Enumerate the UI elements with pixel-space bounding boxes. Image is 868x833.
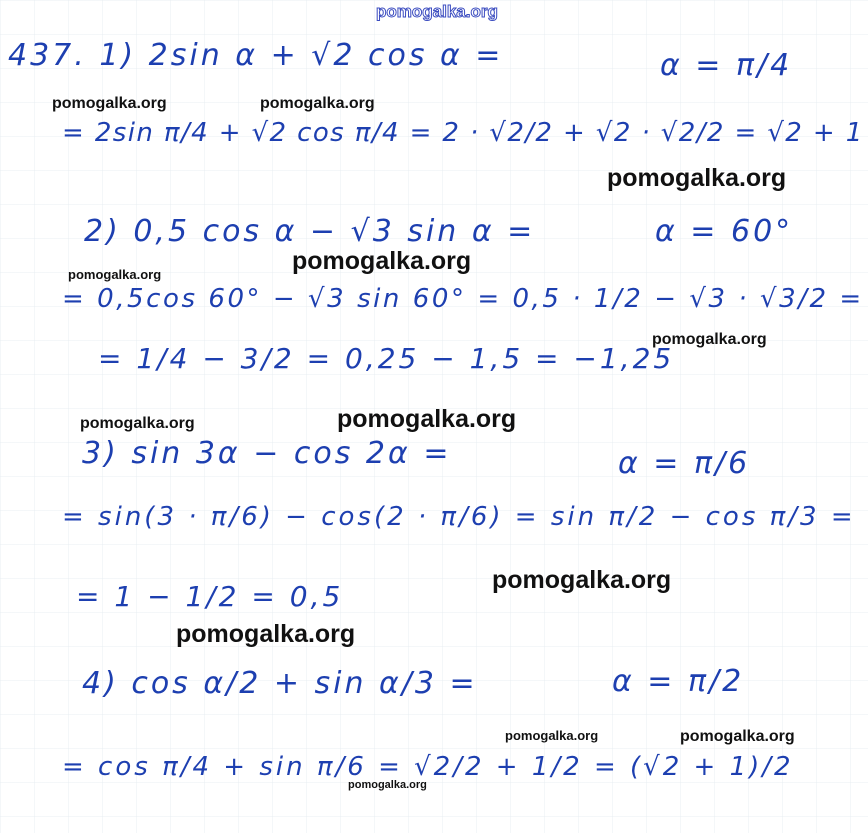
handwritten-line-p1-given: α = π/4 xyxy=(660,48,793,83)
watermark: pomogalka.org xyxy=(337,405,517,433)
handwritten-line-p1-calc: = 2sin π/4 + √2 cos π/4 = 2 · √2/2 + √2 · √2/2 = √2 + 1 xyxy=(62,118,864,148)
watermark: pomogalka.org xyxy=(348,779,427,791)
handwritten-line-p4-calc: = cos π/4 + sin π/6 = √2/2 + 1/2 = (√2 + 1)/2 xyxy=(62,752,794,782)
handwritten-line-p1-task: 437. 1) 2sin α + √2 cos α = xyxy=(8,38,504,73)
handwritten-line-p2-task: 2) 0,5 cos α − √3 sin α = xyxy=(84,214,536,249)
watermark: pomogalka.org xyxy=(607,164,787,192)
watermark: pomogalka.org xyxy=(680,728,795,745)
handwritten-line-p2-given: α = 60° xyxy=(655,214,794,249)
handwritten-line-p2-calc: = 0,5cos 60° − √3 sin 60° = 0,5 · 1/2 − √3 · √3/2 = xyxy=(62,284,864,314)
handwritten-line-p4-given: α = π/2 xyxy=(612,664,745,699)
watermark: pomogalka.org xyxy=(492,566,672,594)
handwritten-line-p4-task: 4) cos α/2 + sin α/3 = xyxy=(82,666,478,701)
watermark: pomogalka.org xyxy=(260,95,375,112)
watermark: pomogalka.org xyxy=(52,95,167,112)
handwritten-line-p3-result: = 1 − 1/2 = 0,5 xyxy=(76,580,344,613)
handwritten-line-p3-calc: = sin(3 · π/6) − cos(2 · π/6) = sin π/2 − cos π/3 = xyxy=(62,502,856,532)
watermark: pomogalka.org xyxy=(68,267,162,282)
watermark: pomogalka.org xyxy=(176,620,356,648)
watermark: pomogalka.org xyxy=(505,728,599,743)
handwritten-line-p3-given: α = π/6 xyxy=(618,446,751,481)
watermark: pomogalka.org xyxy=(80,415,195,432)
handwritten-line-p3-task: 3) sin 3α − cos 2α = xyxy=(82,436,452,471)
watermark: pomogalka.org xyxy=(292,247,472,275)
watermark: pomogalka.org xyxy=(652,331,767,348)
site-watermark-top: pomogalka.org xyxy=(376,2,498,21)
handwritten-line-p2-result: = 1/4 − 3/2 = 0,25 − 1,5 = −1,25 xyxy=(98,342,675,375)
